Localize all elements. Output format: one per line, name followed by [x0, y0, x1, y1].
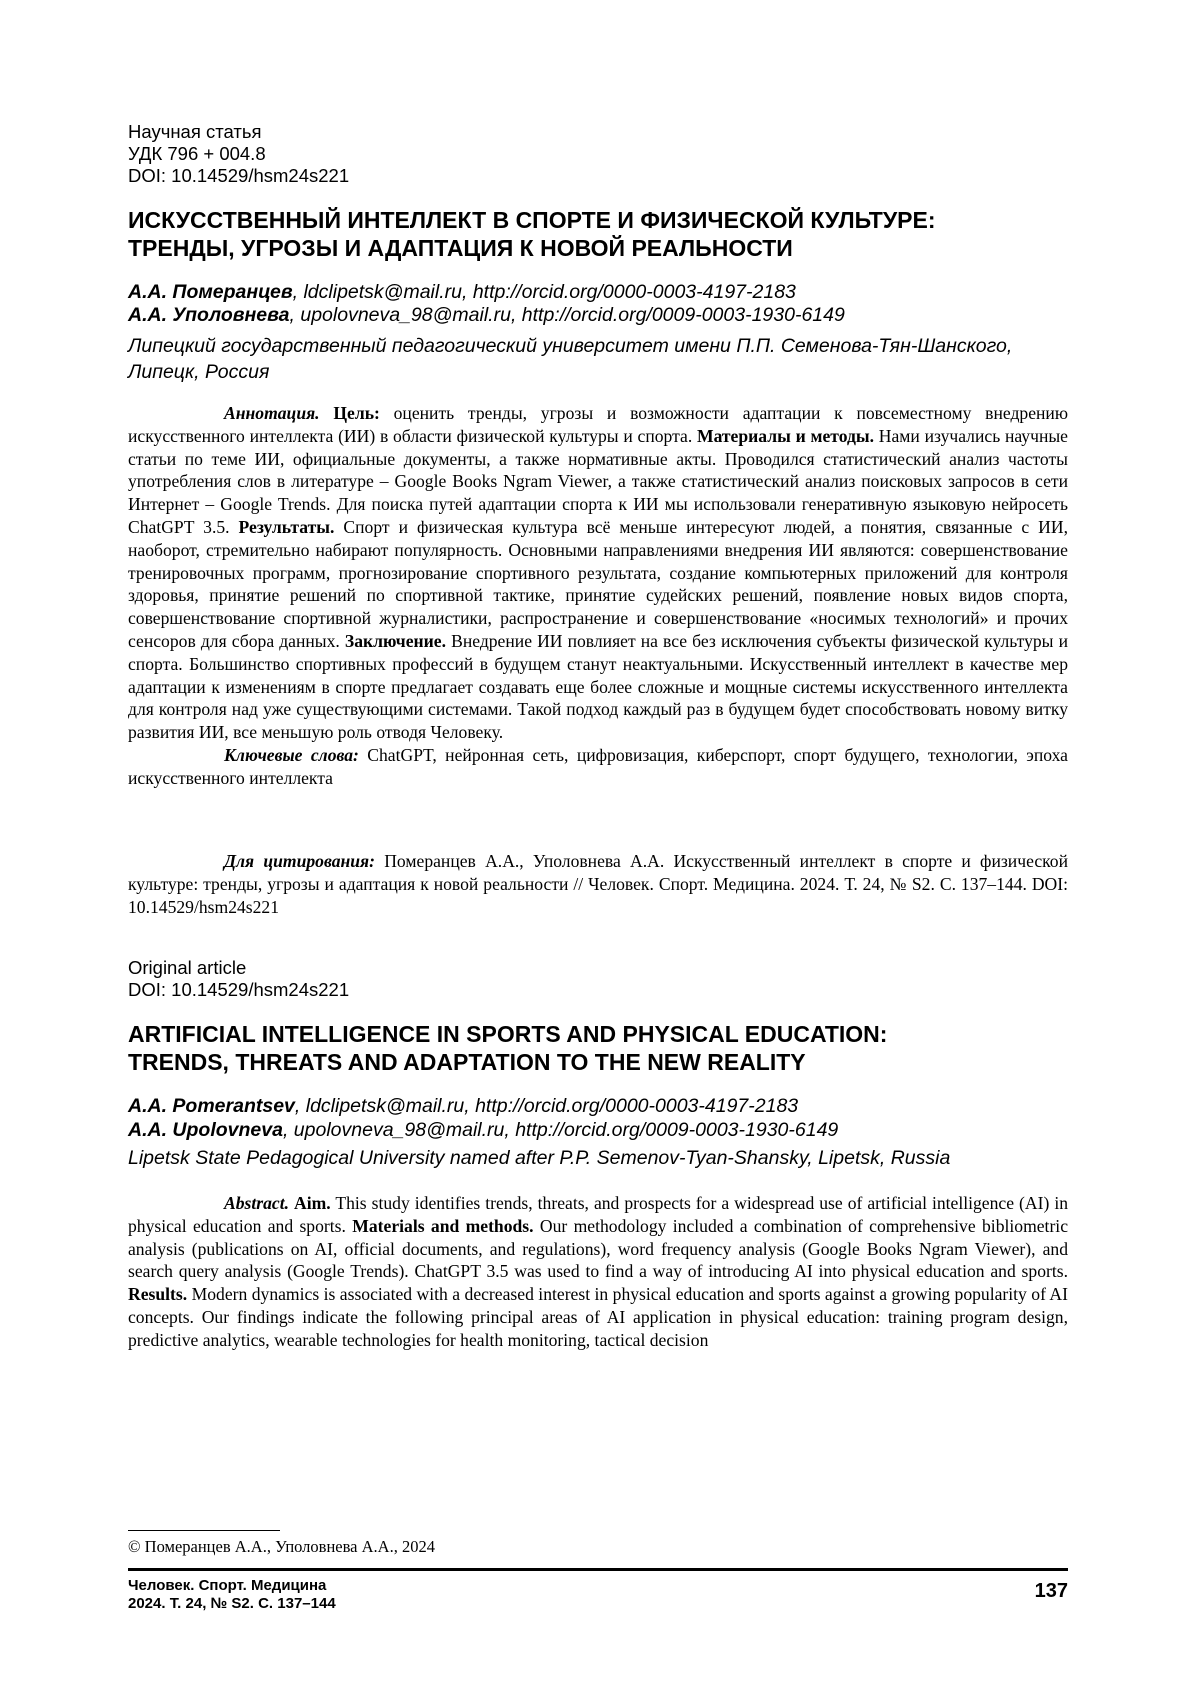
title-line: ИСКУССТВЕННЫЙ ИНТЕЛЛЕКТ В СПОРТЕ И ФИЗИЧЕСКОЙ КУЛЬТУРЕ: — [128, 207, 936, 233]
keywords-text: ChatGPT, нейронная сеть, цифровизация, киберспорт, спорт будущего, технологии, эпоха искусственного интеллекта — [128, 744, 1068, 788]
citation-text: Померанцев А.А., Уполовнева А.А. Искусственный интеллект в спорте и физической культуре: тренды, угрозы и адаптация к новой реальности // Человек. Спорт. Медицина. 2024. Т. 24, № S2. С. 137–144. DOI: 10.14529/hsm24s221 — [128, 851, 1068, 917]
methods-label: Материалы и методы. — [696, 425, 875, 446]
results-label: Результаты. — [238, 516, 335, 537]
citation — [128, 850, 1068, 918]
journal-issue: 2024. Т. 24, № S2. С. 137–144 — [128, 1595, 336, 1612]
author-name: А.А. Уполовнева — [128, 304, 290, 326]
conclusion-label: Заключение. — [344, 630, 446, 651]
author-details: , upolovneva_98@mail.ru, http://orcid.org/0009-0003-1930-6149 — [289, 304, 845, 326]
author-line — [128, 1094, 798, 1119]
affiliation: Липецкий государственный педагогический университет имени П.П. Семенова-Тян-Шанского, Липецк, Россия — [128, 335, 1013, 383]
abstract-en — [128, 1192, 1068, 1352]
methods-label: Materials and methods. — [352, 1215, 534, 1236]
author-details: , ldclipetsk@mail.ru, http://orcid.org/0000-0003-4197-2183 — [292, 281, 796, 303]
article-type-en: Original article — [128, 957, 247, 978]
title-line: TRENDS, THREATS AND ADAPTATION TO THE NEW REALITY — [128, 1049, 806, 1075]
udk-code: УДК 796 + 004.8 — [128, 143, 266, 164]
footer-rule — [128, 1568, 1068, 1571]
citation-paragraph — [128, 850, 1068, 918]
citation-label: Для цитирования: — [224, 851, 375, 871]
aim-label: Цель: — [333, 403, 380, 423]
methods-text: Our methodology included a combination of comprehensive bibliometric analysis (publications on AI, official documents, and regulations), word frequency analysis (Google Books Ngram Viewer), and search query analysis (Google Trends). ChatGPT 3.5 was used to find a way of introducing AI into physical education and sports. — [128, 1215, 1069, 1282]
title-line: ARTIFICIAL INTELLIGENCE IN SPORTS AND PHYSICAL EDUCATION: — [128, 1021, 888, 1047]
author-line — [128, 1118, 838, 1143]
abstract-ru — [128, 402, 1068, 790]
doi-en: DOI: 10.14529/hsm24s221 — [128, 979, 350, 1000]
aim-text: оценить тренды, угрозы и возможности адаптации к повсеместному внедрению искусственного интеллекта (ИИ) в области физической культуры и спорта. — [128, 403, 1068, 446]
author-name: A.A. Upolovneva — [128, 1119, 283, 1141]
keywords — [128, 744, 1068, 790]
abstract-paragraph — [128, 1192, 1068, 1352]
author-line — [128, 280, 796, 305]
article-type: Научная статья — [128, 121, 262, 142]
results-text: Спорт и физическая культура всё меньше интересуют людей, а понятия, связанные с ИИ, наоборот, стремительно набирают популярность. Основными направлениями внедрения ИИ являются: совершенствование тренировочных программ, прогнозирование спортивного результата, создание компьютерных приложений для контроля здоровья, принятие решений по спортивной тактике, принятие судейских решений, появление новых видов спорта, совершенствование спортивной журналистики, распространение и совершенствование «носимых технологий» и прочих сенсоров для сбора данных. — [128, 516, 1068, 651]
page-number: 137 — [1034, 1580, 1068, 1602]
methods-text: Нами изучались научные статьи по теме ИИ, официальные документы, а также нормативные акты. Проводился статистический анализ частоты употребления слов в литературе – Google Books Ngram Viewer, а также статистический анализ поисковых запросов в сети Интернет – Google Trends. Для поиска путей адаптации спорта к ИИ мы использовали генеративную языковую нейросеть ChatGPT 3.5. — [128, 425, 1068, 537]
results-label: Results. — [128, 1284, 188, 1305]
author-details: , ldclipetsk@mail.ru, http://orcid.org/0000-0003-4197-2183 — [294, 1095, 799, 1117]
abstract-paragraph — [128, 402, 1068, 744]
page-title — [128, 206, 1088, 262]
author-details: , upolovneva_98@mail.ru, http://orcid.org/0009-0003-1930-6149 — [282, 1119, 839, 1141]
author-name: A.A. Pomerantsev — [128, 1095, 295, 1117]
author-line — [128, 303, 845, 328]
results-text: Modern dynamics is associated with a decreased interest in physical education and sports against a growing popularity of AI concepts. Our findings indicate the following principal areas of AI application in physical education: training program design, predictive analytics, wearable technologies for health monitoring, tactical decision — [128, 1284, 1068, 1350]
page-title-en — [128, 1020, 1088, 1076]
affiliation-en: Lipetsk State Pedagogical University named after P.P. Semenov-Tyan-Shansky, Lipetsk, Russia — [128, 1147, 951, 1169]
conclusion-text: Внедрение ИИ повлияет на все без исключения субъекты физической культуры и спорта. Большинство спортивных профессий в будущем станут неактуальными. Искусственный интеллект в качестве мер адаптации к изменениям в спорте предлагает создавать еще более сложные и мощные системы искусственного интеллекта для контроля над уже существующими системами. Такой подход каждый раз в будущем будет способствовать новому витку развития ИИ, все меньшую роль отводя Человеку. — [128, 630, 1068, 743]
doi: DOI: 10.14529/hsm24s221 — [128, 165, 350, 186]
abstract-label: Аннотация. — [224, 403, 320, 423]
title-line: ТРЕНДЫ, УГРОЗЫ И АДАПТАЦИЯ К НОВОЙ РЕАЛЬНОСТИ — [128, 235, 793, 261]
aim-label: Aim. — [294, 1193, 331, 1213]
keywords-label: Ключевые слова: — [224, 744, 359, 765]
aim-text: This study identifies trends, threats, and prospects for a widespread use of artificial intelligence (AI) in physical education and sports. — [128, 1193, 1069, 1236]
abstract-label: Abstract. — [224, 1193, 290, 1213]
author-name: А.А. Померанцев — [128, 281, 293, 303]
copyright-note: © Померанцев А.А., Уполовнева А.А., 2024 — [128, 1537, 435, 1556]
footnote-divider — [128, 1530, 280, 1531]
journal-name: Человек. Спорт. Медицина — [128, 1577, 327, 1594]
